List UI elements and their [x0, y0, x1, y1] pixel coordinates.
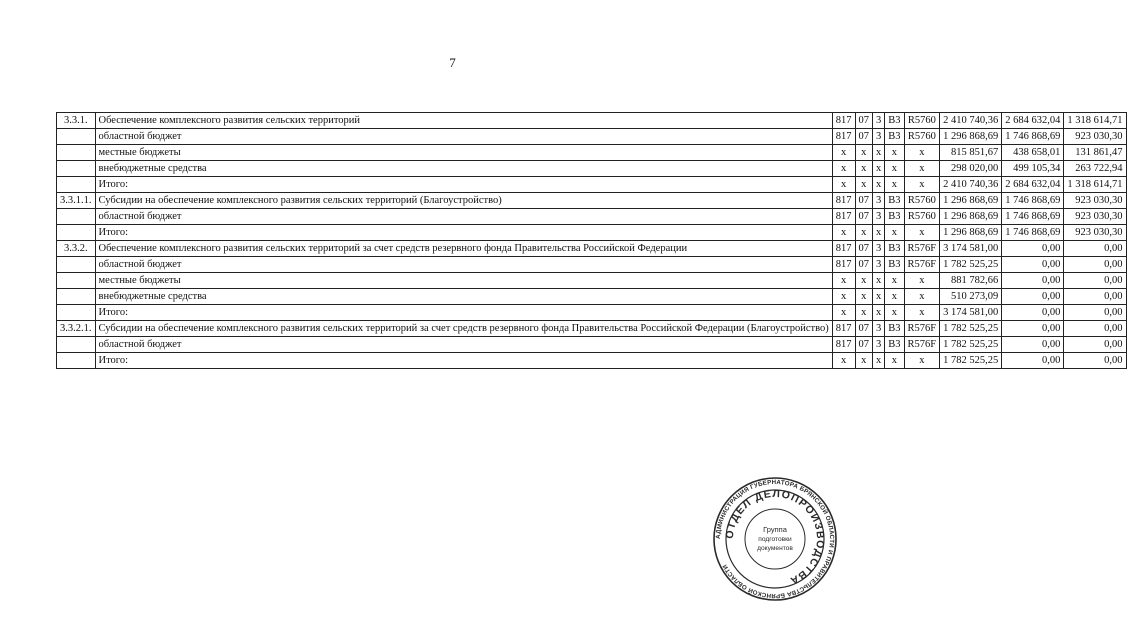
office-stamp	[712, 476, 838, 602]
code-rz: 07	[855, 257, 873, 273]
row-number: 3.3.1.1.	[57, 193, 96, 209]
amount-year-1: 881 782,66	[940, 273, 1002, 289]
row-number	[57, 305, 96, 321]
code-gr: 817	[832, 337, 855, 353]
row-number	[57, 289, 96, 305]
code-gr: 817	[832, 241, 855, 257]
amount-year-3: 0,00	[1064, 321, 1126, 337]
amount-year-1: 1 782 525,25	[940, 257, 1002, 273]
amount-year-3: 0,00	[1064, 305, 1126, 321]
code-target: R576F	[904, 241, 940, 257]
amount-year-3: 0,00	[1064, 273, 1126, 289]
amount-year-2: 0,00	[1002, 241, 1064, 257]
row-number	[57, 161, 96, 177]
code-target: R576F	[904, 257, 940, 273]
amount-year-3: 0,00	[1064, 353, 1126, 369]
code-pr: 3	[873, 321, 885, 337]
row-number: 3.3.2.	[57, 241, 96, 257]
amount-year-3: 923 030,30	[1064, 129, 1126, 145]
code-gr: х	[832, 161, 855, 177]
table-row	[57, 177, 1127, 193]
code-pr: х	[873, 353, 885, 369]
row-number: 3.3.2.1.	[57, 321, 96, 337]
row-number	[57, 145, 96, 161]
code-target: х	[904, 177, 940, 193]
amount-year-3: 131 861,47	[1064, 145, 1126, 161]
code-target: х	[904, 289, 940, 305]
code-program: В3	[885, 257, 904, 273]
code-program: В3	[885, 241, 904, 257]
code-target: х	[904, 353, 940, 369]
amount-year-1: 815 851,67	[940, 145, 1002, 161]
budget-table	[56, 112, 1127, 369]
row-description: местные бюджеты	[95, 145, 832, 161]
code-gr: 817	[832, 193, 855, 209]
code-rz: 07	[855, 209, 873, 225]
amount-year-1: 1 782 525,25	[940, 321, 1002, 337]
code-rz: 07	[855, 337, 873, 353]
code-rz: 07	[855, 241, 873, 257]
code-target: х	[904, 273, 940, 289]
code-target: R576F	[904, 321, 940, 337]
table-row	[57, 273, 1127, 289]
table-row	[57, 257, 1127, 273]
code-target: х	[904, 161, 940, 177]
code-pr: 3	[873, 113, 885, 129]
code-pr: 3	[873, 257, 885, 273]
code-target: R576F	[904, 337, 940, 353]
row-description: Итого:	[95, 353, 832, 369]
amount-year-3: 923 030,30	[1064, 225, 1126, 241]
code-rz: 07	[855, 321, 873, 337]
code-pr: 3	[873, 129, 885, 145]
row-description: Итого:	[95, 305, 832, 321]
code-pr: 3	[873, 337, 885, 353]
code-pr: х	[873, 161, 885, 177]
row-number	[57, 209, 96, 225]
amount-year-3: 0,00	[1064, 241, 1126, 257]
code-pr: х	[873, 145, 885, 161]
code-target: R5760	[904, 209, 940, 225]
code-pr: 3	[873, 209, 885, 225]
code-gr: х	[832, 145, 855, 161]
code-target: х	[904, 225, 940, 241]
amount-year-1: 510 273,09	[940, 289, 1002, 305]
code-program: х	[885, 289, 904, 305]
code-program: В3	[885, 193, 904, 209]
code-pr: х	[873, 177, 885, 193]
amount-year-1: 298 020,00	[940, 161, 1002, 177]
table-row	[57, 241, 1127, 257]
stamp-center-line-1: Группа	[763, 525, 787, 534]
code-rz: 07	[855, 193, 873, 209]
amount-year-2: 0,00	[1002, 337, 1064, 353]
code-gr: 817	[832, 257, 855, 273]
code-program: х	[885, 225, 904, 241]
code-program: В3	[885, 209, 904, 225]
code-gr: 817	[832, 209, 855, 225]
code-gr: х	[832, 353, 855, 369]
amount-year-1: 2 410 740,36	[940, 177, 1002, 193]
stamp-center-line-2: подготовки	[758, 536, 792, 543]
amount-year-1: 2 410 740,36	[940, 113, 1002, 129]
row-description: Итого:	[95, 177, 832, 193]
stamp-ring-text: ОТДЕЛ ДЕЛОПРОИЗВОДСТВА	[723, 487, 827, 588]
row-description: областной бюджет	[95, 337, 832, 353]
code-target: х	[904, 145, 940, 161]
amount-year-1: 1 296 868,69	[940, 193, 1002, 209]
amount-year-2: 1 746 868,69	[1002, 209, 1064, 225]
amount-year-1: 1 296 868,69	[940, 129, 1002, 145]
row-description: внебюджетные средства	[95, 161, 832, 177]
amount-year-3: 0,00	[1064, 289, 1126, 305]
amount-year-2: 0,00	[1002, 273, 1064, 289]
amount-year-2: 1 746 868,69	[1002, 193, 1064, 209]
code-rz: х	[855, 161, 873, 177]
code-rz: х	[855, 273, 873, 289]
amount-year-2: 0,00	[1002, 305, 1064, 321]
amount-year-3: 263 722,94	[1064, 161, 1126, 177]
code-gr: х	[832, 225, 855, 241]
code-pr: 3	[873, 241, 885, 257]
amount-year-1: 1 782 525,25	[940, 353, 1002, 369]
amount-year-2: 1 746 868,69	[1002, 129, 1064, 145]
amount-year-2: 2 684 632,04	[1002, 113, 1064, 129]
table-row	[57, 289, 1127, 305]
amount-year-1: 1 782 525,25	[940, 337, 1002, 353]
amount-year-2: 2 684 632,04	[1002, 177, 1064, 193]
amount-year-2: 1 746 868,69	[1002, 225, 1064, 241]
code-target: R5760	[904, 113, 940, 129]
amount-year-3: 923 030,30	[1064, 209, 1126, 225]
code-gr: х	[832, 289, 855, 305]
row-description: местные бюджеты	[95, 273, 832, 289]
table-row	[57, 161, 1127, 177]
table-row	[57, 305, 1127, 321]
table-row	[57, 113, 1127, 129]
table-row	[57, 145, 1127, 161]
code-rz: 07	[855, 113, 873, 129]
code-program: В3	[885, 337, 904, 353]
code-gr: 817	[832, 321, 855, 337]
code-program: х	[885, 353, 904, 369]
code-target: х	[904, 305, 940, 321]
table-row	[57, 129, 1127, 145]
row-description: Итого:	[95, 225, 832, 241]
code-rz: х	[855, 305, 873, 321]
code-gr: х	[832, 305, 855, 321]
amount-year-3: 923 030,30	[1064, 193, 1126, 209]
row-number: 3.3.1.	[57, 113, 96, 129]
code-program: В3	[885, 113, 904, 129]
stamp-center-line-3: документов	[757, 545, 793, 552]
table-row	[57, 209, 1127, 225]
code-rz: х	[855, 353, 873, 369]
code-program: х	[885, 305, 904, 321]
table-row	[57, 353, 1127, 369]
table-row	[57, 193, 1127, 209]
row-description: Субсидии на обеспечение комплексного развития сельских территорий за счет средств резервного фонда Правительства Российской Федерации (Благоустройство)	[95, 321, 832, 337]
amount-year-2: 0,00	[1002, 289, 1064, 305]
row-description: областной бюджет	[95, 129, 832, 145]
row-number	[57, 129, 96, 145]
amount-year-1: 1 296 868,69	[940, 225, 1002, 241]
row-description: Обеспечение комплексного развития сельских территорий	[95, 113, 832, 129]
code-rz: х	[855, 177, 873, 193]
row-number	[57, 257, 96, 273]
code-pr: х	[873, 225, 885, 241]
amount-year-2: 438 658,01	[1002, 145, 1064, 161]
amount-year-1: 3 174 581,00	[940, 305, 1002, 321]
amount-year-3: 1 318 614,71	[1064, 113, 1126, 129]
row-description: Обеспечение комплексного развития сельских территорий за счет средств резервного фонда Правительства Российской Федерации	[95, 241, 832, 257]
row-number	[57, 337, 96, 353]
code-target: R5760	[904, 193, 940, 209]
code-gr: 817	[832, 129, 855, 145]
code-rz: 07	[855, 129, 873, 145]
row-description: областной бюджет	[95, 209, 832, 225]
code-rz: х	[855, 145, 873, 161]
code-rz: х	[855, 225, 873, 241]
amount-year-3: 0,00	[1064, 337, 1126, 353]
code-gr: 817	[832, 113, 855, 129]
code-pr: х	[873, 289, 885, 305]
row-number	[57, 225, 96, 241]
amount-year-3: 0,00	[1064, 257, 1126, 273]
code-pr: 3	[873, 193, 885, 209]
table-row	[57, 225, 1127, 241]
amount-year-2: 0,00	[1002, 353, 1064, 369]
code-program: х	[885, 145, 904, 161]
amount-year-2: 499 105,34	[1002, 161, 1064, 177]
code-pr: х	[873, 305, 885, 321]
code-gr: х	[832, 177, 855, 193]
code-program: х	[885, 177, 904, 193]
row-number	[57, 273, 96, 289]
code-gr: х	[832, 273, 855, 289]
code-pr: х	[873, 273, 885, 289]
row-number	[57, 353, 96, 369]
stamp-outer-text: АДМИНИСТРАЦИЯ ГУБЕРНАТОРА БРЯНСКОЙ ОБЛАСТИ И ПРАВИТЕЛЬСТВА БРЯНСКОЙ ОБЛАСТИ	[714, 478, 836, 600]
row-number	[57, 177, 96, 193]
code-program: х	[885, 273, 904, 289]
row-description: Субсидии на обеспечение комплексного развития сельских территорий (Благоустройство)	[95, 193, 832, 209]
table-row	[57, 321, 1127, 337]
amount-year-1: 3 174 581,00	[940, 241, 1002, 257]
amount-year-2: 0,00	[1002, 321, 1064, 337]
table-row	[57, 337, 1127, 353]
code-rz: х	[855, 289, 873, 305]
code-program: х	[885, 161, 904, 177]
page-number: 7	[449, 55, 456, 70]
code-program: В3	[885, 321, 904, 337]
amount-year-2: 0,00	[1002, 257, 1064, 273]
amount-year-1: 1 296 868,69	[940, 209, 1002, 225]
row-description: областной бюджет	[95, 257, 832, 273]
amount-year-3: 1 318 614,71	[1064, 177, 1126, 193]
code-target: R5760	[904, 129, 940, 145]
row-description: внебюджетные средства	[95, 289, 832, 305]
code-program: В3	[885, 129, 904, 145]
